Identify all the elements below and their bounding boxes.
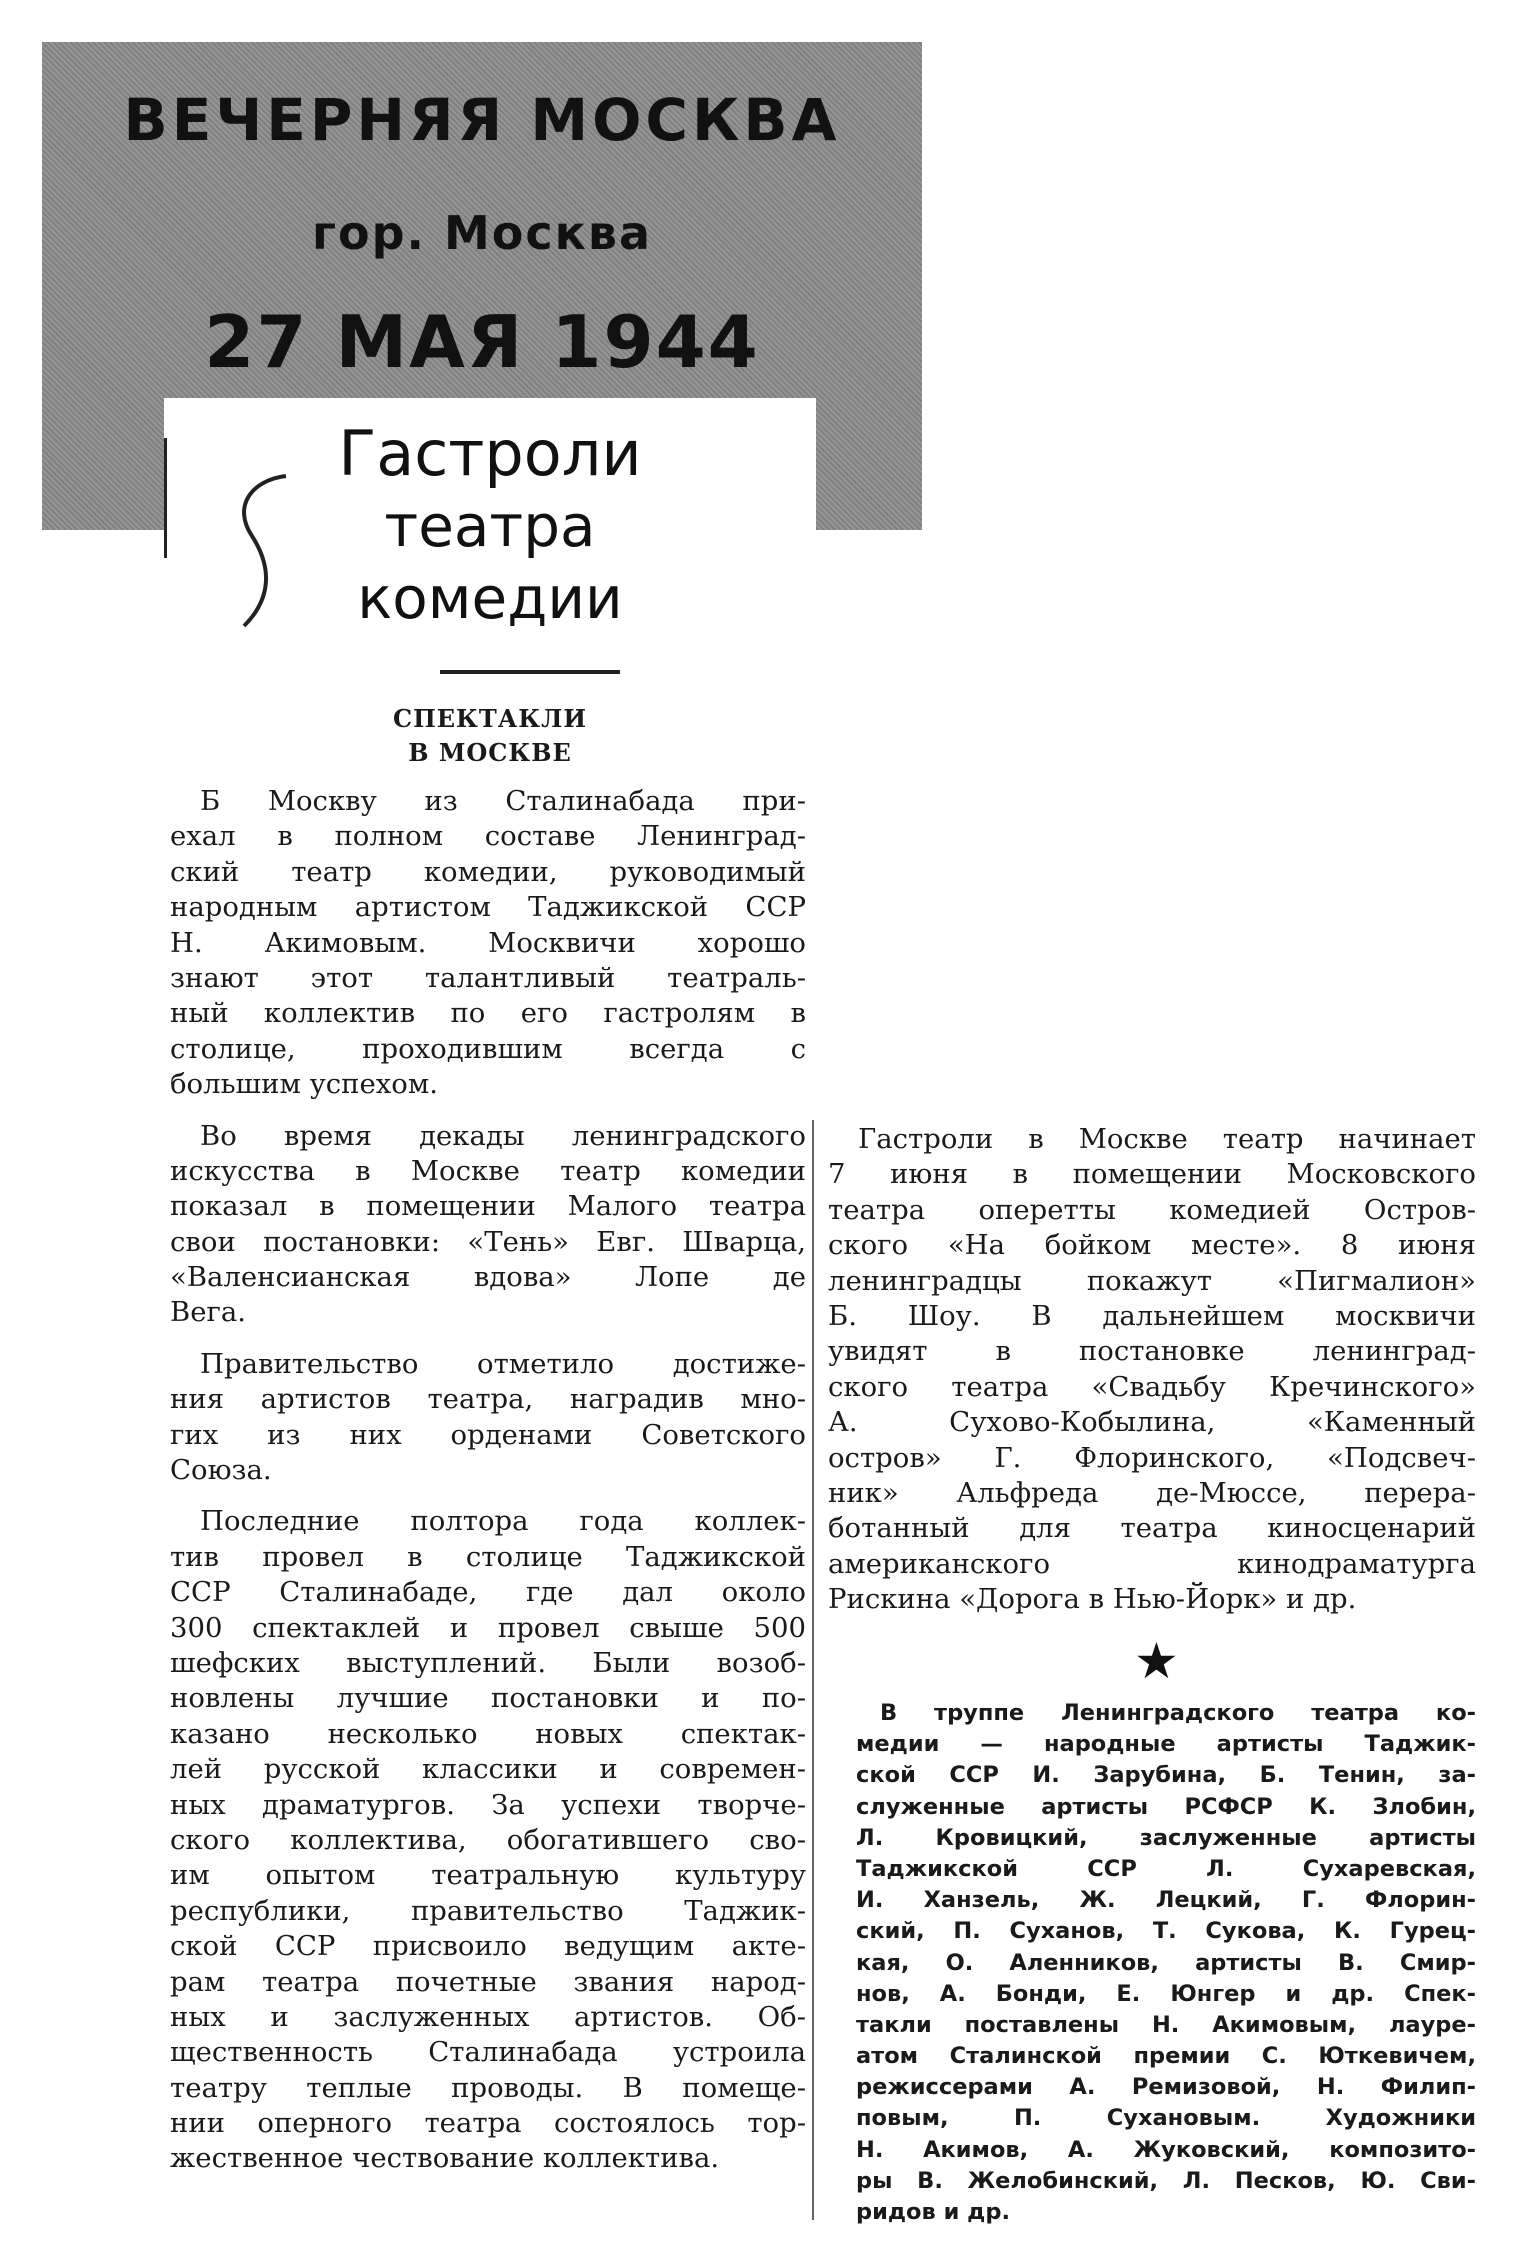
text-line: Б Москву из Сталинабада при-: [200, 785, 806, 817]
text-line: знают этот талантливый театраль-: [170, 961, 806, 994]
margin-mark: [164, 438, 167, 558]
text-line: увидят в постановке ленинград-: [828, 1335, 1476, 1368]
text-line: Последние полтора года коллек-: [200, 1505, 806, 1538]
text-line: Гастроли в Москве театр начинает: [858, 1123, 1476, 1155]
note-line: такли поставлены Н. Акимовым, лауре-: [856, 2011, 1476, 2038]
text-line: Союза.: [170, 1454, 272, 1487]
text-line: ССР Сталинабаде, где дал около: [170, 1576, 806, 1609]
text-line: ния артистов театра, наградив мно-: [170, 1383, 806, 1416]
text-line: большим успехом.: [170, 1068, 438, 1101]
text-line: ленинградцы покажут «Пигмалион»: [828, 1264, 1476, 1297]
text-line: ехал в полном составе Ленинград-: [170, 820, 806, 853]
text-line: А. Сухово-Кобылина, «Каменный: [828, 1406, 1476, 1439]
note-line: кая, О. Аленников, артисты В. Смир-: [856, 1949, 1476, 1976]
article-left-column: [170, 784, 806, 2193]
text-line: новлены лучшие постановки и по-: [170, 1682, 806, 1715]
headline: [270, 418, 710, 634]
text-line: рам театра почетные звания народ-: [170, 1965, 806, 1998]
subheading-line: В МОСКВЕ: [408, 738, 572, 767]
note-line: Таджикской ССР Л. Сухаревская,: [856, 1855, 1476, 1882]
text-line: лей русской классики и современ-: [170, 1753, 806, 1786]
note-line: повым, П. Сухановым. Художники: [856, 2105, 1476, 2132]
column-divider: [812, 1120, 814, 2220]
text-line: им опытом театральную культуру: [170, 1859, 806, 1892]
note-line: ридов и др.: [856, 2199, 1010, 2225]
text-line: Вега.: [170, 1296, 247, 1329]
headline-rule: [440, 670, 620, 674]
star-separator-icon: ★: [1134, 1632, 1179, 1690]
text-line: «Валенсианская вдова» Лопе де: [170, 1261, 806, 1294]
text-line: остров» Г. Флоринского, «Подсвеч-: [828, 1441, 1476, 1474]
text-line: нии оперного театра состоялось тор-: [170, 2107, 806, 2140]
text-line: шефских выступлений. Были возоб-: [170, 1646, 806, 1679]
text-line: народным артистом Таджикской ССР: [170, 891, 806, 924]
note-line: Л. Кровицкий, заслуженные артисты: [856, 1824, 1476, 1851]
text-line: ский театр комедии, руководимый: [170, 855, 806, 888]
text-line: казано несколько новых спектак-: [170, 1717, 806, 1750]
text-line: ского «На бойком месте». 8 июня: [828, 1229, 1476, 1262]
text-line: ботанный для театра киносценарий: [828, 1512, 1476, 1545]
text-line: Во время декады ленинградского: [200, 1119, 806, 1152]
text-line: ный коллектив по его гастролям в: [170, 997, 806, 1030]
note-line: Н. Акимов, А. Жуковский, композито-: [856, 2136, 1476, 2163]
headline-line: театра: [384, 492, 596, 560]
text-line: свои постановки: «Тень» Евг. Шварца,: [170, 1225, 806, 1258]
paragraph: [828, 1122, 1476, 1617]
text-line: ник» Альфреда де-Мюссе, перера-: [828, 1476, 1476, 1509]
text-line: театра оперетты комедией Остров-: [828, 1193, 1476, 1226]
text-line: тив провел в столице Таджикской: [170, 1540, 806, 1573]
text-line: жественное чествование коллектива.: [170, 2142, 720, 2175]
subheading: [340, 702, 640, 770]
note-line: ры В. Желобинский, Л. Песков, Ю. Сви-: [856, 2167, 1476, 2194]
headline-line: комедии: [357, 564, 623, 632]
text-line: Б. Шоу. В дальнейшем москвичи: [828, 1299, 1476, 1332]
text-line: Рискина «Дорога в Нью-Йорк» и др.: [828, 1583, 1357, 1616]
city-line: гор. Москва: [311, 206, 653, 260]
note-line: служенные артисты РСФСР К. Злобин,: [856, 1793, 1476, 1820]
text-line: Н. Акимовым. Москвичи хорошо: [170, 926, 806, 959]
text-line: ных и заслуженных артистов. Об-: [170, 2000, 806, 2033]
text-line: ской ССР присвоило ведущим акте-: [170, 1930, 806, 1963]
paragraph: [170, 1347, 806, 1489]
text-line: ского театра «Свадьбу Кречинского»: [828, 1370, 1476, 1403]
text-line: искусства в Москве театр комедии: [170, 1154, 806, 1187]
text-line: гих из них орденами Советского: [170, 1418, 806, 1451]
troupe-note: [856, 1698, 1476, 2228]
text-line: 7 июня в помещении Московского: [828, 1158, 1476, 1191]
text-line: показал в помещении Малого театра: [170, 1190, 806, 1223]
text-line: столице, проходившим всегда с: [170, 1032, 806, 1065]
paragraph: [170, 1119, 806, 1331]
article-right-column: [828, 1122, 1476, 1633]
note-line: атом Сталинской премии С. Юткевичем,: [856, 2043, 1476, 2070]
newspaper-title: ВЕЧЕРНЯЯ МОСКВА: [123, 86, 841, 154]
paragraph: [170, 1504, 806, 2176]
text-line: республики, правительство Таджик-: [170, 1894, 806, 1927]
text-line: ных драматургов. За успехи творче-: [170, 1788, 806, 1821]
issue-date: 27 МАЯ 1944: [204, 300, 760, 384]
headline-line: Гастроли: [338, 417, 642, 490]
subheading-line: СПЕКТАКЛИ: [392, 704, 588, 733]
text-line: американского кинодраматурга: [828, 1547, 1476, 1580]
text-line: щественность Сталинабада устроила: [170, 2036, 806, 2069]
note-line: нов, А. Бонди, Е. Юнгер и др. Спек-: [856, 1980, 1476, 2007]
text-line: ского коллектива, обогатившего сво-: [170, 1823, 806, 1856]
note-line: В труппе Ленинградского театра ко-: [880, 1700, 1476, 1726]
text-line: театру теплые проводы. В помеще-: [170, 2071, 806, 2104]
note-line: И. Ханзель, Ж. Лецкий, Г. Флорин-: [856, 1887, 1476, 1914]
paragraph: [170, 784, 806, 1103]
note-line: медии — народные артисты Таджик-: [856, 1731, 1476, 1758]
text-line: Правительство отметило достиже-: [200, 1347, 806, 1380]
note-line: ской ССР И. Зарубина, Б. Тенин, за-: [856, 1762, 1476, 1789]
note-line: режиссерами А. Ремизовой, Н. Филип-: [856, 2074, 1476, 2101]
note-line: ский, П. Суханов, Т. Сукова, К. Гурец-: [856, 1918, 1476, 1945]
text-line: 300 спектаклей и провел свыше 500: [170, 1611, 806, 1644]
